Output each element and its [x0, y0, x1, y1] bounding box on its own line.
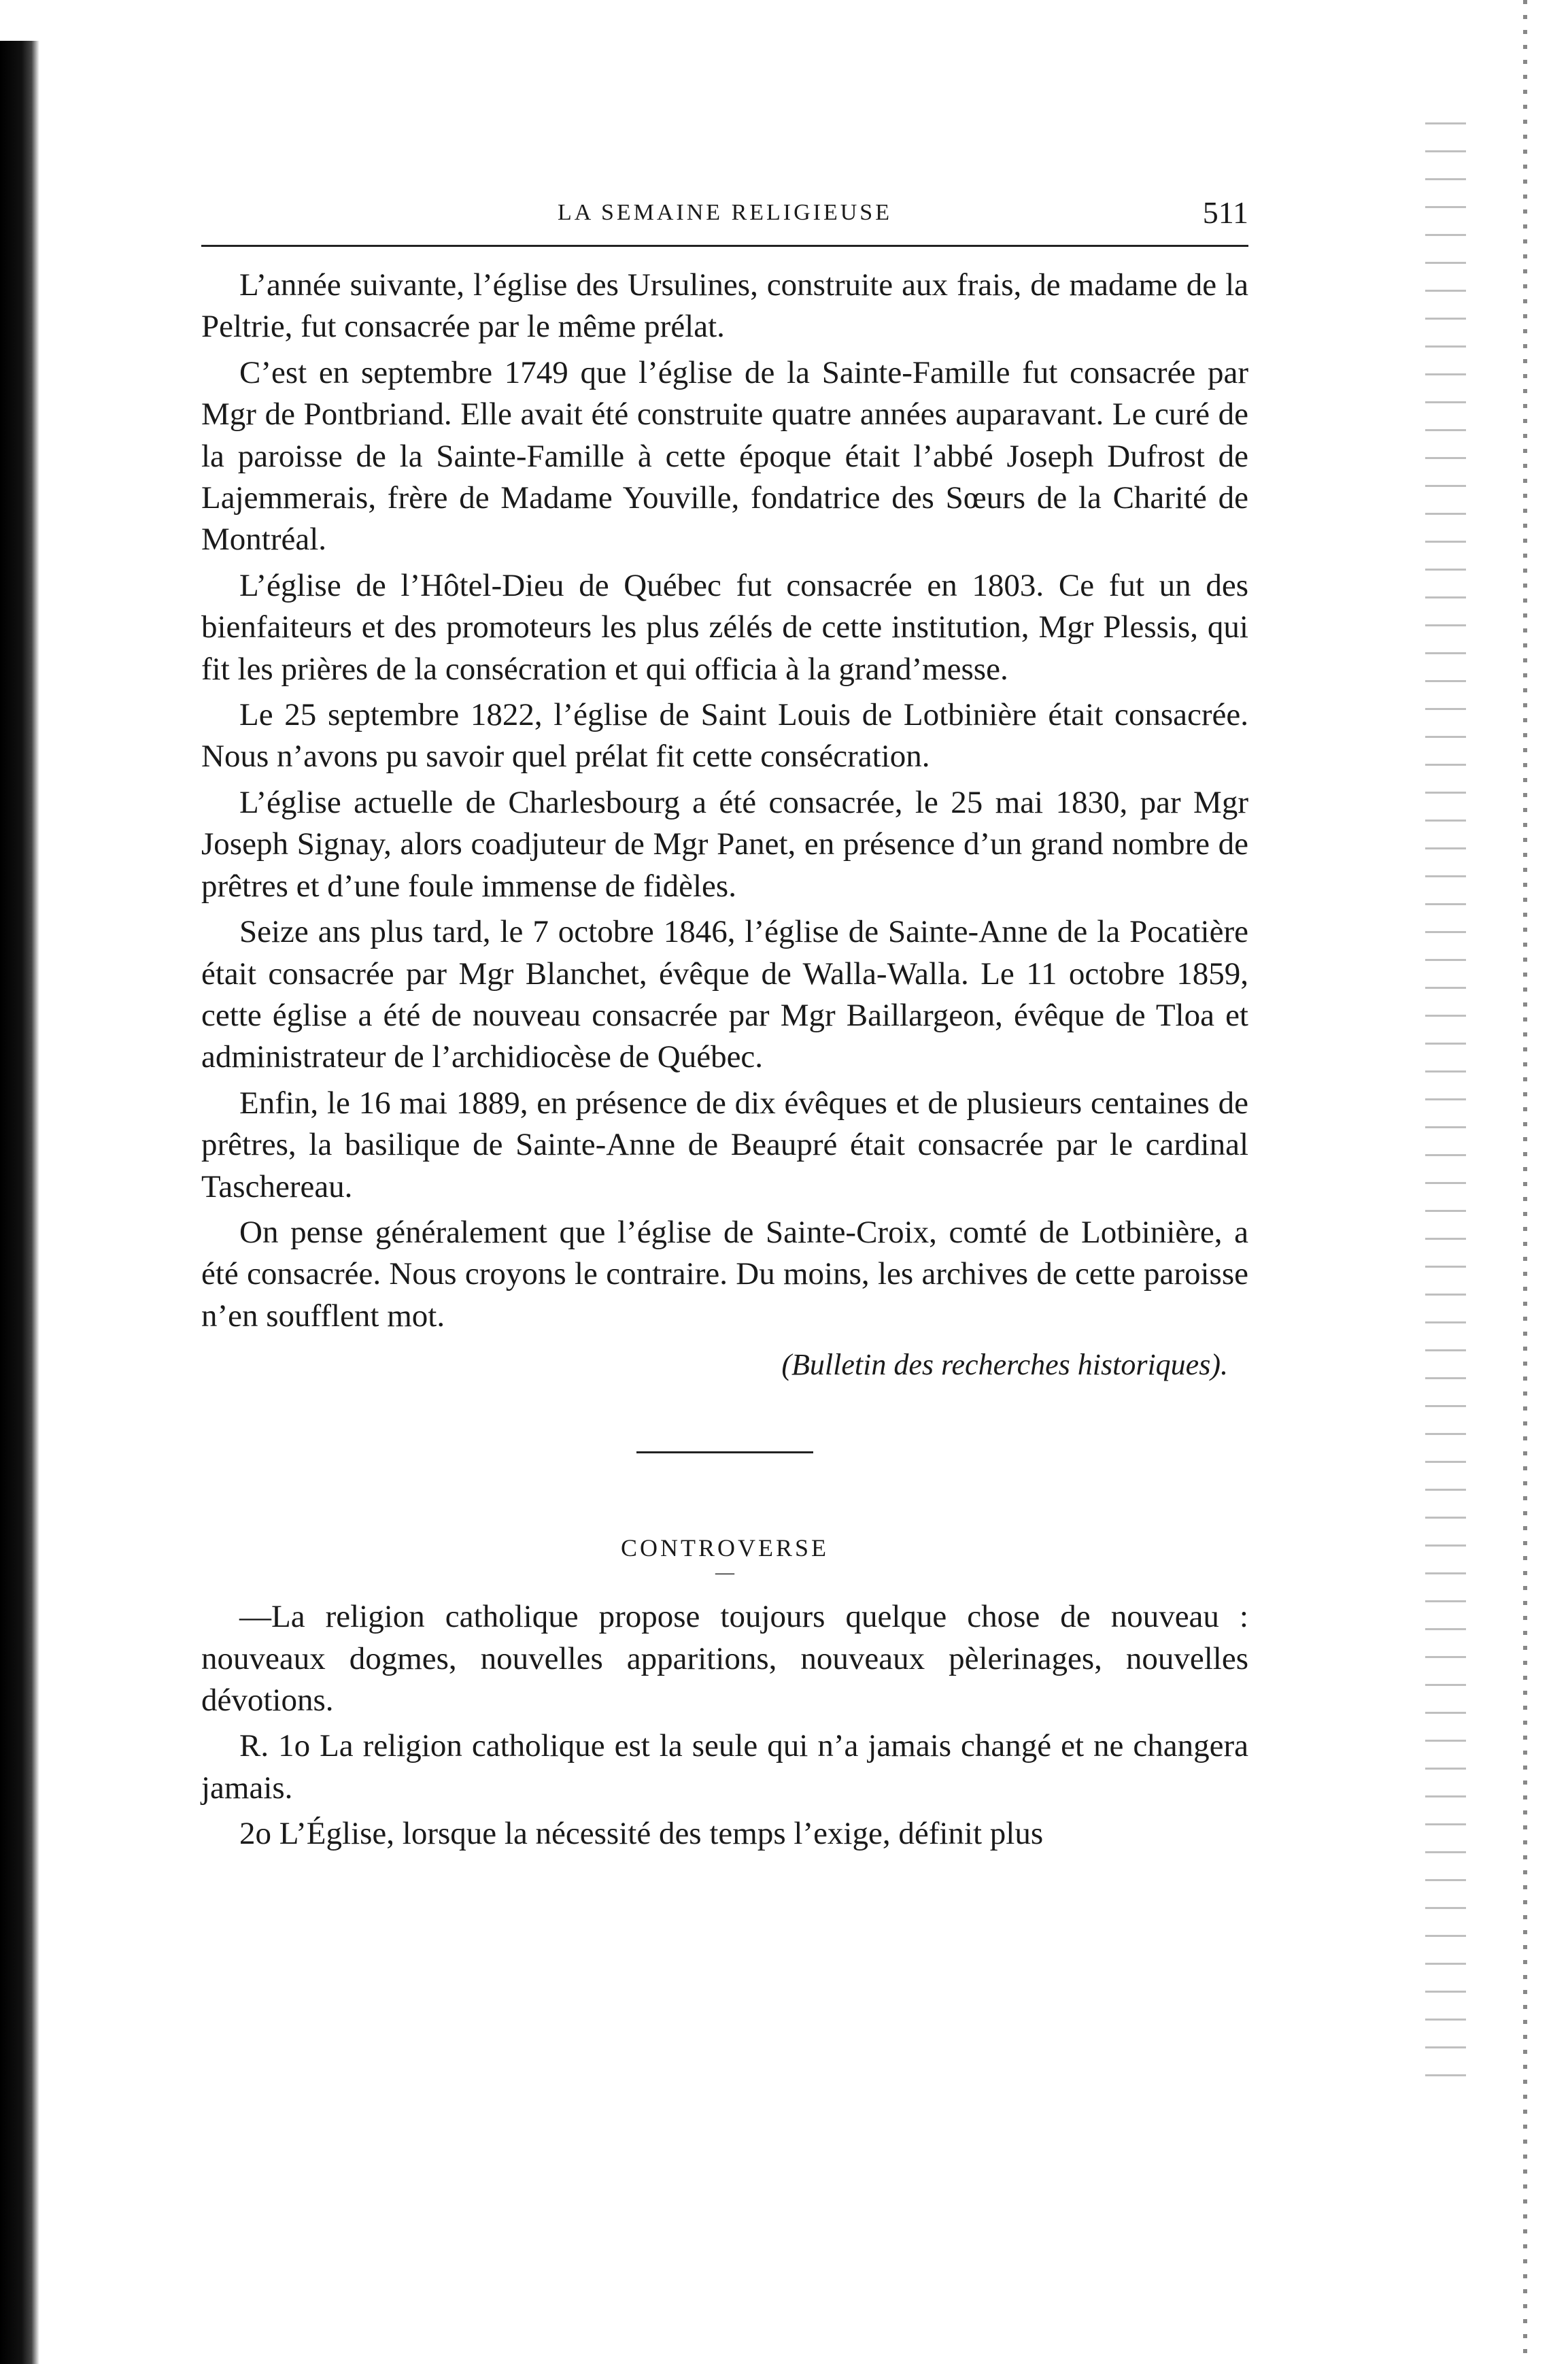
- scan-edge-right: [1523, 0, 1527, 2364]
- scan-shadow-left: [0, 41, 39, 2364]
- header-rule: [201, 245, 1248, 247]
- paragraph: Seize ans plus tard, le 7 octobre 1846, l’église de Sainte-Anne de la Pocatière était consacrée par Mgr Blanchet, évêque de Walla-Walla. Le 11 octobre 1859, cette église a été de nouveau consacrée par Mgr Baillargeon, évêque de Tloa et administrateur de l’archidiocèse de Québec.: [201, 914, 1248, 1075]
- paragraph: Le 25 septembre 1822, l’église de Saint Louis de Lotbinière était consacrée. Nous n’avons pu savoir quel prélat fit cette consécration.: [201, 697, 1248, 775]
- paragraph: Enfin, le 16 mai 1889, en présence de dix évêques et de plusieurs centaines de prêtres, la basilique de Sainte-Anne de Beaupré était consacrée par le cardinal Taschereau.: [201, 1085, 1248, 1204]
- section-title: CONTROVERSE: [620, 1534, 830, 1562]
- running-head: [201, 190, 1248, 245]
- source-attribution: (Bulletin des recherches historiques).: [781, 1348, 1228, 1382]
- paragraph: L’église de l’Hôtel-Dieu de Québec fut consacrée en 1803. Ce fut un des bienfaiteurs et des promoteurs les plus zélés de cette institution, Mgr Plessis, qui fit les prières de la consécration et qui officia à la grand’messe.: [201, 567, 1248, 687]
- running-title: LA SEMAINE RELIGIEUSE: [558, 200, 892, 225]
- section-mark: —: [715, 1562, 734, 1584]
- paragraph: L’église actuelle de Charlesbourg a été consacrée, le 25 mai 1830, par Mgr Joseph Signay, alors coadjuteur de Mgr Panet, en présence d’un grand nombre de prêtres et d’une foule immense de fidèles.: [201, 784, 1248, 904]
- paragraph: L’année suivante, l’église des Ursulines, construite aux frais, de madame de la Peltrie, fut consacrée par le même prélat.: [201, 267, 1248, 345]
- paragraph: R. 1o La religion catholique est la seule qui n’a jamais changé et ne changera jamais.: [201, 1728, 1248, 1806]
- scan-noise-right: [1425, 122, 1466, 2095]
- paragraph: On pense généralement que l’église de Sainte-Croix, comté de Lotbinière, a été consacrée. Nous croyons le contraire. Du moins, les archives de cette paroisse n’en soufflent mot.: [201, 1214, 1248, 1334]
- paragraph: —La religion catholique propose toujours quelque chose de nouveau : nouveaux dogmes, nouvelles apparitions, nouveaux pèlerinages, nouvelles dévotions.: [201, 1599, 1248, 1718]
- page-content: [201, 190, 1248, 1859]
- section-divider: [636, 1451, 813, 1453]
- paragraph: 2o L’Église, lorsque la nécessité des temps l’exige, définit plus: [239, 1816, 1044, 1852]
- page-number: 511: [1202, 195, 1248, 230]
- paragraph: C’est en septembre 1749 que l’église de la Sainte-Famille fut consacrée par Mgr de Pontbriand. Elle avait été construite quatre années auparavant. Le curé de la paroisse de la Sainte-Famille à cette époque était l’abbé Joseph Dufrost de Lajemmerais, frère de Madame Youville, fondatrice des Sœurs de la Charité de Montréal.: [201, 354, 1248, 558]
